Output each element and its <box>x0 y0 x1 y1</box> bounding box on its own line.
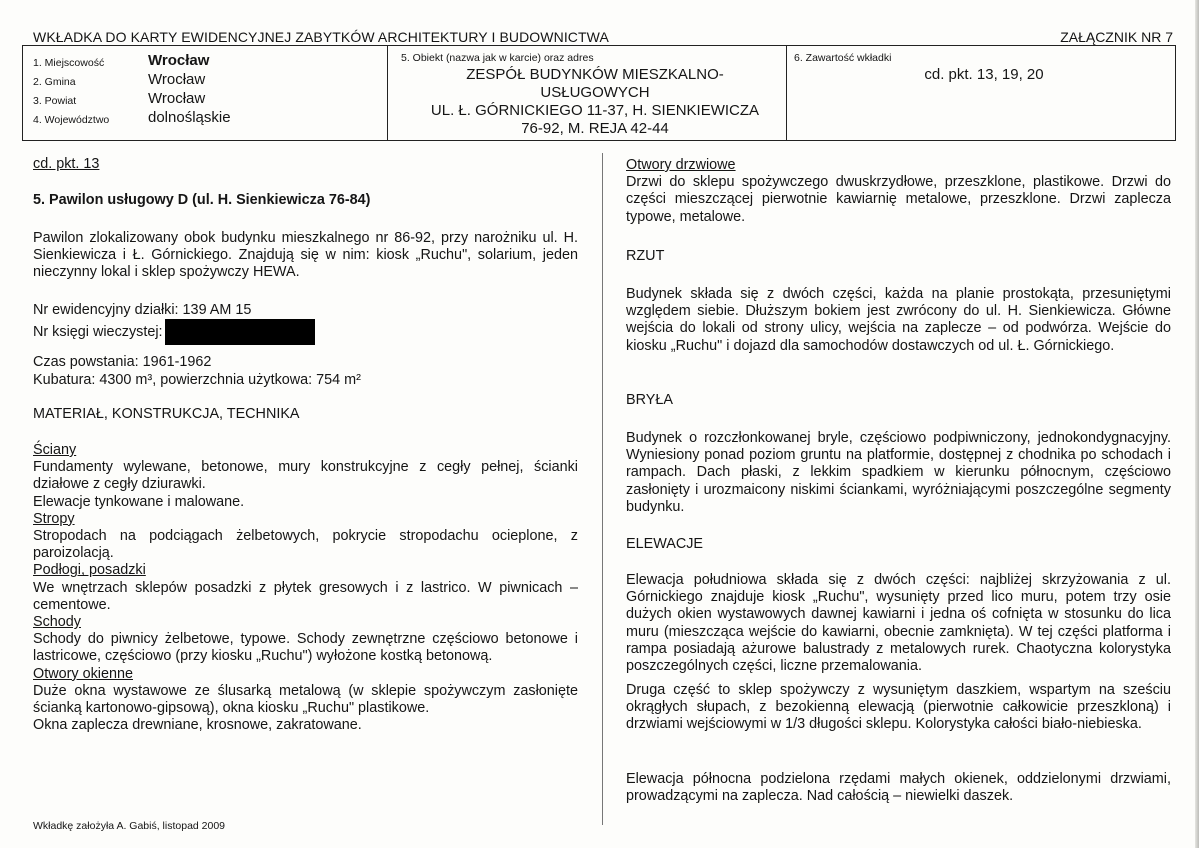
location-values <box>148 51 231 127</box>
label-commune: 2. Gmina <box>33 76 76 88</box>
windows-heading: Otwory okienne <box>33 665 133 682</box>
footer-author: Wkładkę założyła A. Gabiś, listopad 2009 <box>33 820 226 832</box>
doors-text: Drzwi do sklepu spożywczego dwuskrzydłowe, przeszklone, plastikowe. Drzwi do części mieszczącej pierwotnie kawiarnię metalowe, przeszklone. Drzwi zaplecza typowe, metalowe. <box>626 174 1171 225</box>
object-line: ZESPÓŁ BUDYNKÓW MIESZKALNO- <box>466 66 724 83</box>
section-reference: cd. pkt. 13 <box>33 156 100 172</box>
info-box <box>22 45 1176 141</box>
windows-text-2: Okna zaplecza drewniane, krosnowe, zakratowane. <box>33 717 362 734</box>
walls-section <box>33 442 578 734</box>
elevations-text: Elewacja południowa składa się z dwóch części: najbliżej skrzyżowania z ul. Górnickiego znajduje kiosk „Ruchu", wysunięty przed lico muru, potem trzy osie dużych okien wystawowych dawnej kawiarni i jedna oś cofnięta w stosunku do lica muru (mieszcząca wejście do kawiarni, obecnie zamknięta). W tej części platforma i rampa posiadają ażurowe balustrady z metalowych rurek. Chaotyczna kolorystyka poszczególnych części, liczne przemalowania. <box>626 572 1171 675</box>
windows-text: Duże okna wystawowe ze ślusarką metalową (w sklepie spożywczym zasłonięte ścianką kartonowo-gipsową), okna kiosku „Ruchu" plastikowe. <box>33 682 578 717</box>
plot-number: Nr ewidencyjny działki: 139 AM 15 <box>33 302 252 318</box>
mass-text: Budynek o rozczłonkowanej bryle, częściowo podpiwniczony, jednokondygnacyjny. Wyniesiony ponad poziom gruntu na platformie, dostępnej z chodnika po schodach i rampach. Dach płaski, z lekkim spadkiem w kierunku północnym, częściowo zasłonięty i urozmaicony niskimi ściankami, wyróżniającymi poszczególne segmenty budynku. <box>626 430 1171 515</box>
object-name <box>395 66 795 138</box>
intro-paragraph: Pawilon zlokalizowany obok budynku mieszkalnego nr 86-92, przy narożniku ul. H. Sienkiewicza i Ł. Górnickiego. Znajdują się w nim: kiosk „Ruchu", solarium, jeden nieczynny lokal i sklep spożywczy HEWA. <box>33 230 578 281</box>
plan-text: Budynek składa się z dwóch części, każda na planie prostokąta, przesuniętymi względem siebie. Dłuższym bokiem jest zwrócony do ul. H. Sienkiewicza. Główne wejścia do lokali od strony ulicy, wejścia na zaplecze – od podwórza. Wejście do kiosku „Ruchu" i dojazd dla samochodów dostawczych od ul. Ł. Górnickiego. <box>626 286 1171 354</box>
value-district: Wrocław <box>148 90 206 107</box>
ceilings-text: Stropodach na podciągach żelbetowych, pokrycie stropodachu ocieplone, z paroizolacją. <box>33 528 578 562</box>
floors-text: We wnętrzach sklepów posadzki z płytek gresowych i z lastrico. W piwnicach – cementowe. <box>33 579 578 613</box>
section-heading: 5. Pawilon usługowy D (ul. H. Sienkiewicza 76-84) <box>33 192 371 208</box>
contents-value: cd. pkt. 13, 19, 20 <box>924 66 1044 83</box>
contents-label: 6. Zawartość wkładki <box>794 52 892 64</box>
stairs-heading: Schody <box>33 614 81 631</box>
mass-heading: BRYŁA <box>626 392 673 408</box>
floors-heading: Podłogi, posadzki <box>33 562 146 579</box>
label-town: 1. Miejscowość <box>33 57 105 69</box>
plan-heading: RZUT <box>626 248 665 264</box>
object-line: USŁUGOWYCH <box>540 84 650 101</box>
walls-text: Fundamenty wylewane, betonowe, mury konstrukcyjne z cegły pełnej, ścianki działowe z cegły dziurawki. <box>33 459 578 493</box>
land-register-label: Nr księgi wieczystej: <box>33 324 163 340</box>
elevations-text-2: Druga część to sklep spożywczy z wysuniętym daszkiem, wspartym na sześciu okrągłych słupach, z bezokienną elewacją (pierwotnie całkowicie przeszkloną) i drzwiami wejściowymi w 1/3 długości sklepu. Kolorystyka całości biało-niebieska. <box>626 682 1171 733</box>
elevations-heading: ELEWACJE <box>626 536 704 552</box>
redaction-block <box>165 319 315 345</box>
location-labels <box>33 54 109 130</box>
label-voivodeship: 4. Województwo <box>33 114 110 126</box>
document-title: WKŁADKA DO KARTY EWIDENCYJNEJ ZABYTKÓW ARCHITEKTURY I BUDOWNICTWA <box>33 29 609 45</box>
ceilings-heading: Stropy <box>33 510 75 527</box>
value-commune: Wrocław <box>148 71 206 88</box>
scan-edge <box>1195 0 1199 848</box>
doors-heading: Otwory drzwiowe <box>626 157 736 173</box>
stairs-text: Schody do piwnicy żelbetowe, typowe. Schody zewnętrzne częściowo betonowe i lastricowe, częściowo (przy kiosku „Ruchu") wyłożone kostką betonową. <box>33 631 578 665</box>
object-line: UL. Ł. GÓRNICKIEGO 11-37, H. SIENKIEWICZA <box>430 102 760 119</box>
land-register-row <box>33 319 315 345</box>
object-line: 76-92, M. REJA 42-44 <box>521 120 669 137</box>
volume-area: Kubatura: 4300 m³, powierzchnia użytkowa: 754 m² <box>33 372 361 388</box>
page-column-divider <box>602 153 603 825</box>
annex-number: ZAŁĄCZNIK NR 7 <box>1060 29 1173 45</box>
value-voivodeship: dolnośląskie <box>148 109 231 126</box>
doors-section <box>626 157 1171 226</box>
label-district: 3. Powiat <box>33 95 77 107</box>
object-label: 5. Obiekt (nazwa jak w karcie) oraz adres <box>401 52 594 64</box>
value-town: Wrocław <box>148 52 210 69</box>
walls-heading: Ściany <box>33 442 77 458</box>
construction-period: Czas powstania: 1961-1962 <box>33 354 212 370</box>
column-divider <box>387 46 388 140</box>
material-heading: MATERIAŁ, KONSTRUKCJA, TECHNIKA <box>33 406 300 422</box>
elevations-text-3: Elewacja północna podzielona rzędami małych okienek, oddzielonymi drzwiami, prowadzącymi na zaplecza. Nad całością – niewielki daszek. <box>626 771 1171 805</box>
walls-text-2: Elewacje tynkowane i malowane. <box>33 493 245 510</box>
